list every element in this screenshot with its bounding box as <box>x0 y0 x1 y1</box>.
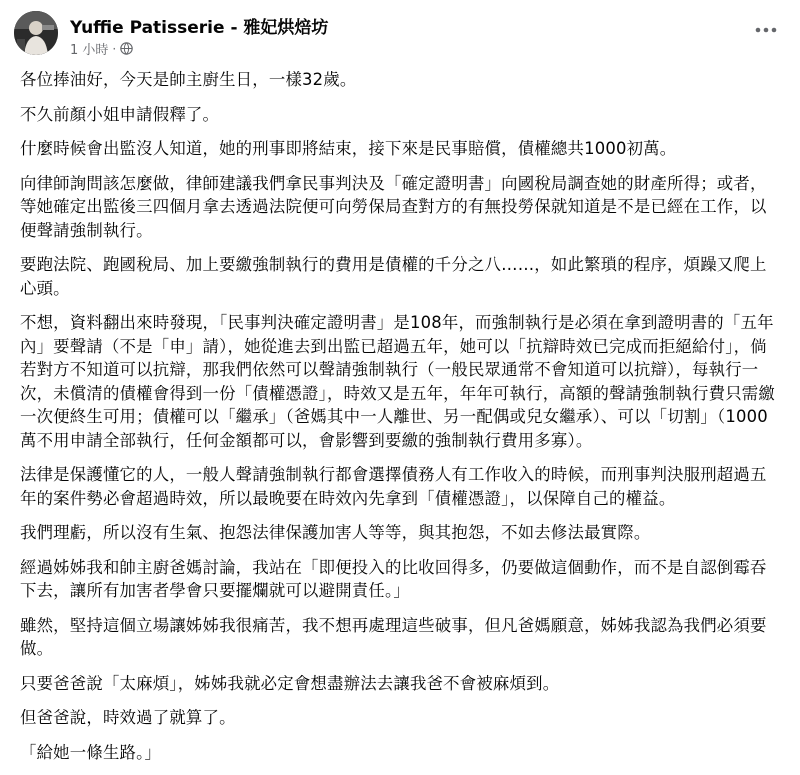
post-paragraph: 雖然，堅持這個立場讓姊姊我很痛苦，我不想再處理這些破事，但凡爸媽願意，姊姊我認為我們必須要做。 <box>20 615 767 658</box>
author-name[interactable]: Yuffie Patisserie - 雅妃烘焙坊 <box>70 18 329 38</box>
post-paragraph: 要跑法院、跑國稅局、加上要繳強制執行的費用是債權的千分之八……，如此繁瑣的程序，煩躁又爬上心頭。 <box>20 255 767 298</box>
post-paragraph: 只要爸爸說「太麻煩」，姊姊我就必定會想盡辦法去讓我爸不會被麻煩到。 <box>20 673 560 693</box>
post-meta <box>70 39 133 58</box>
post-paragraph: 什麼時候會出監沒人知道，她的刑事即將結束，接下來是民事賠償，債權總共1000初萬。 <box>20 139 677 158</box>
author-avatar[interactable] <box>14 11 58 55</box>
post-paragraph: 「給她一條生路。」 <box>20 742 162 762</box>
meta-separator: · <box>112 41 117 56</box>
more-options-button[interactable] <box>752 16 780 44</box>
post-body <box>20 68 780 775</box>
post-paragraph: 向律師詢問該怎麼做，律師建議我們拿民事判決及「確定證明書」向國稅局調查她的財產所得；或者，等她確定出監後三四個月拿去透過法院便可向勞保局查對方的有無投勞保就知道是不是已經在工作，以便聲請強制執行。 <box>20 173 767 240</box>
post-paragraph: 各位捧油好，今天是帥主廚生日，一樣32歲。 <box>20 70 357 89</box>
globe-icon[interactable] <box>120 42 133 55</box>
post-paragraph: 法律是保護懂它的人，一般人聲請強制執行都會選擇債務人有工作收入的時候，而刑事判決服刑超過五年的案件勢必會超過時效，所以最晚要在時效內先拿到「債權憑證」，以保障自己的權益。 <box>20 465 767 508</box>
post-paragraph: 但爸爸說，時效過了就算了。 <box>20 708 236 727</box>
post-paragraph: 我們理虧，所以沒有生氣、抱怨法律保護加害人等等，與其抱怨，不如去修法最實際。 <box>20 523 651 542</box>
post-paragraph: 不想，資料翻出來時發現，「民事判決確定證明書」是108年，而強制執行是必須在拿到證明書的「五年內」要聲請（不是「申」請），她從進去到出監已超過五年，她可以「抗辯時效已完成而拒絕給付」，倘若對方不知道可以抗辯，那我們依然可以聲請強制執行（一般民眾通常不會知道可以抗辯），每執行一次，未償清的債權會得到一份「債權憑證」，時效又是五年，年年可執行，高額的聲請強制執行費只需繳一次便終生可用；債權可以「繼承」（爸媽其中一人離世、另一配偶或兒女繼承）、可以「切割」（1000萬不用申請全部執行，任何金額都可以，會影響到要繳的強制執行費用多寡）。 <box>20 313 775 450</box>
post-paragraph: 經過姊姊我和帥主廚爸媽討論，我站在「即便投入的比收回得多，仍要做這個動作，而不是自認倒霉吞下去，讓所有加害者學會只要擺爛就可以避開責任。」 <box>20 557 767 600</box>
post-header <box>12 8 788 60</box>
post-paragraph: 不久前顏小姐申請假釋了。 <box>20 104 220 124</box>
post-time[interactable]: 1 小時 <box>70 43 109 58</box>
more-horizontal-icon <box>755 27 777 33</box>
avatar-photo-icon <box>14 11 58 55</box>
